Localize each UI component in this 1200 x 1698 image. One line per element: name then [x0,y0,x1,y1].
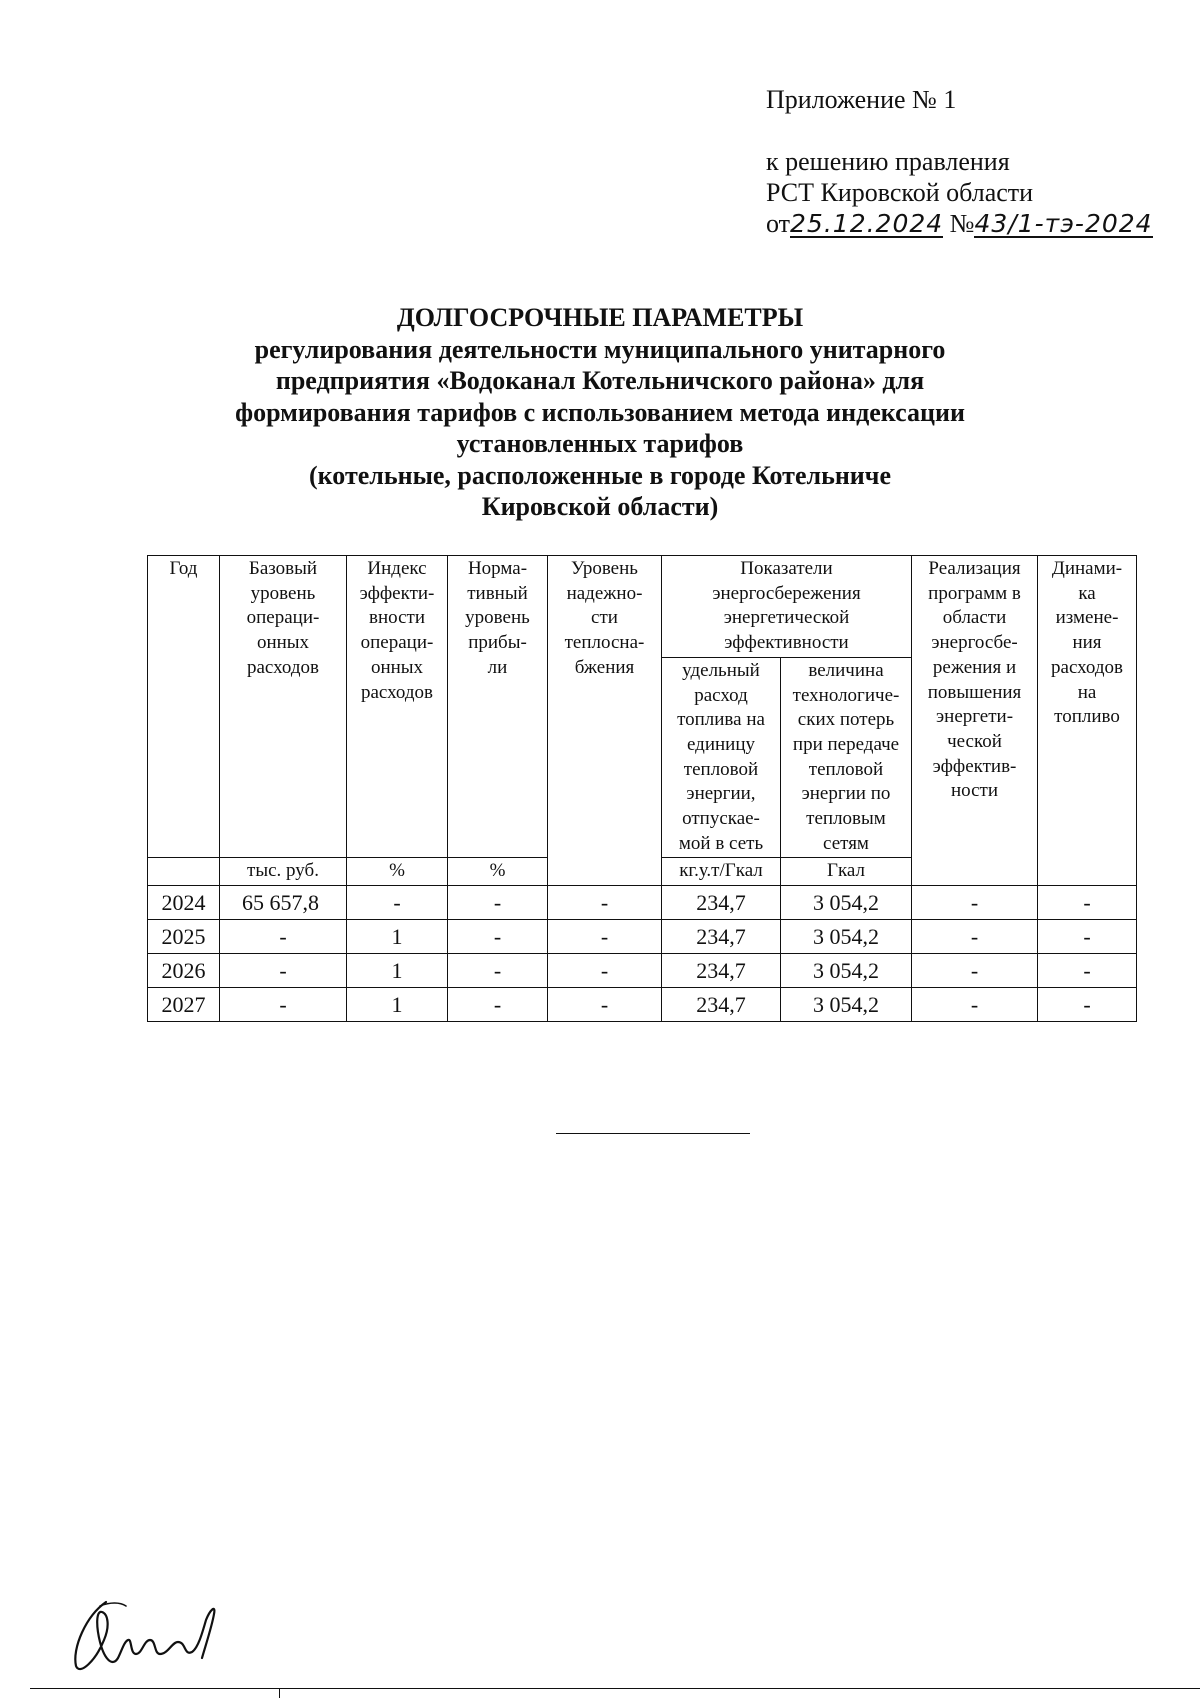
header-index-line: расходов [361,681,433,703]
header-reliability-line: теплосна- [564,632,645,654]
header-programs-line: энергосбе- [931,632,1018,654]
cell-year: 2027 [148,988,220,1022]
title-heading: ДОЛГОСРОЧНЫЕ ПАРАМЕТРЫ [396,303,804,332]
cell-dynamics: - [1038,954,1137,988]
cell-base: - [220,954,347,988]
header-dynamics-line: на [1077,681,1097,703]
header-reliability-line: бжения [574,656,635,678]
header-base [220,556,347,858]
cell-dynamics: - [1038,988,1137,1022]
cell-profit: - [448,886,548,920]
header-dynamics-line: ния [1072,632,1102,654]
header-index-line: Индекс [367,558,427,579]
header-index-line: онных [370,656,424,678]
header-losses-line: тепловым [806,808,886,830]
title-line-3: формирования тарифов с использованием метода индексации [235,397,965,427]
header-dynamics [1038,556,1137,886]
header-fuel-line: тепловой [683,758,759,780]
header-profit-line: прибы- [468,632,527,654]
header-programs-line: программ в [928,582,1021,604]
cell-base: 65 657,8 [220,886,347,920]
cell-year: 2024 [148,886,220,920]
header-losses-line: энергии по [801,783,891,805]
header-base-line: расходов [247,656,319,678]
cell-reliability: - [548,886,662,920]
header-losses-line: при передаче [792,733,900,755]
cell-profit: - [448,954,548,988]
unit-year [148,858,220,886]
cell-index: 1 [347,954,448,988]
cell-reliability: - [548,954,662,988]
date-prefix: от [766,209,791,238]
unit-base: тыс. руб. [220,858,347,886]
header-energy-line: энергетической [723,607,850,629]
header-base-line: уровень [250,582,316,604]
cell-losses: 3 054,2 [781,920,912,954]
header-dynamics-line: ка [1078,582,1096,604]
header-energy-line: энергосбережения [712,582,861,604]
header-index-line: вности [368,607,426,629]
header-programs-line: эффектив- [932,755,1017,777]
header-losses [781,657,912,858]
header-losses-line: ских потерь [797,709,895,731]
cell-base: - [220,920,347,954]
header-fuel [662,657,781,858]
cell-losses: 3 054,2 [781,988,912,1022]
header-index [347,556,448,858]
cell-fuel: 234,7 [662,920,781,954]
header-energy-line: эффективности [724,632,849,654]
signature-mark [66,1596,236,1676]
appendix-line-2: РСТ Кировской области [766,178,1034,207]
closing-rule [556,1133,750,1134]
cell-losses: 3 054,2 [781,886,912,920]
header-energy-group [662,556,912,658]
header-profit-line: уровень [465,607,530,629]
cell-index: 1 [347,920,448,954]
cell-year: 2025 [148,920,220,954]
header-dynamics-line: Динами- [1051,558,1123,579]
header-fuel-line: единицу [686,733,756,755]
header-losses-line: технологиче- [792,684,900,706]
appendix-date-line [766,208,1153,239]
cell-programs: - [912,920,1038,954]
header-index-line: операци- [360,632,434,654]
cell-reliability: - [548,920,662,954]
document-title [150,302,1050,523]
title-line-2: предприятия «Водоканал Котельничского района» для [275,366,925,395]
decision-date: 25.12.2024 [790,209,944,238]
header-profit [448,556,548,858]
page-bottom-tick [279,1688,280,1698]
title-line-5: (котельные, расположенные в городе Котельниче [309,460,891,490]
cell-fuel: 234,7 [662,988,781,1022]
appendix-line-1: к решению правления [766,147,1010,176]
unit-losses: Гкал [781,858,912,886]
header-losses-line: тепловой [808,758,884,780]
title-line-4: установленных тарифов [456,429,744,458]
header-dynamics-line: топливо [1054,706,1120,728]
header-programs-line: повышения [927,681,1022,703]
header-reliability [548,556,662,886]
header-fuel-line: отпускае- [682,808,760,830]
header-year-text: Год [169,558,198,579]
header-year [148,556,220,858]
header-fuel-line: энергии, [686,783,756,805]
cell-year: 2026 [148,954,220,988]
cell-profit: - [448,988,548,1022]
cell-fuel: 234,7 [662,886,781,920]
page-bottom-rule [30,1688,1200,1689]
cell-profit: - [448,920,548,954]
cell-programs: - [912,954,1038,988]
cell-reliability: - [548,988,662,1022]
unit-index: % [347,858,448,886]
header-profit-line: тивный [467,582,528,604]
header-fuel-line: мой в сеть [678,832,764,854]
table-row [148,988,1137,1022]
header-programs-line: режения и [932,656,1017,678]
header-programs-line: Реализация [928,558,1021,579]
appendix-spacer [766,115,1153,146]
header-programs-line: ческой [947,730,1002,752]
unit-fuel: кг.у.т/Гкал [662,858,781,886]
header-dynamics-line: расходов [1051,656,1123,678]
header-programs [912,556,1038,886]
appendix-block [766,84,1153,239]
cell-programs: - [912,886,1038,920]
header-programs-line: области [942,607,1007,629]
appendix-title: Приложение № 1 [766,85,957,114]
table-row [148,954,1137,988]
cell-base: - [220,988,347,1022]
header-reliability-line: надежно- [566,582,643,604]
parameters-table [147,555,1137,1022]
table-row [148,920,1137,954]
header-fuel-line: удельный [682,659,760,681]
cell-dynamics: - [1038,920,1137,954]
header-row-1 [148,556,1137,658]
cell-programs: - [912,988,1038,1022]
header-base-line: операци- [246,607,320,629]
cell-index: 1 [347,988,448,1022]
header-base-line: Базовый [248,558,318,579]
header-programs-line: энергети- [936,706,1014,728]
title-line-6: Кировской области) [481,492,719,521]
decision-number: 43/1-тэ-2024 [974,209,1153,238]
cell-index: - [347,886,448,920]
header-dynamics-line: измене- [1055,607,1119,629]
header-losses-line: сетям [823,832,869,854]
header-profit-line: ли [487,656,508,678]
cell-dynamics: - [1038,886,1137,920]
cell-losses: 3 054,2 [781,954,912,988]
header-index-line: эффекти- [359,582,435,604]
header-profit-line: Норма- [467,558,528,579]
header-reliability-line: сти [591,607,618,629]
header-losses-line: величина [808,659,884,681]
cell-fuel: 234,7 [662,954,781,988]
header-energy-line: Показатели [740,558,833,579]
unit-profit: % [448,858,548,886]
table-row [148,886,1137,920]
header-fuel-line: расход [694,684,748,706]
header-reliability-line: Уровень [571,558,638,579]
title-line-1: регулирования деятельности муниципального унитарного [254,334,946,364]
header-base-line: онных [256,632,310,654]
number-prefix: № [949,209,975,238]
header-fuel-line: топлива на [677,709,765,731]
header-programs-line: ности [950,780,999,802]
